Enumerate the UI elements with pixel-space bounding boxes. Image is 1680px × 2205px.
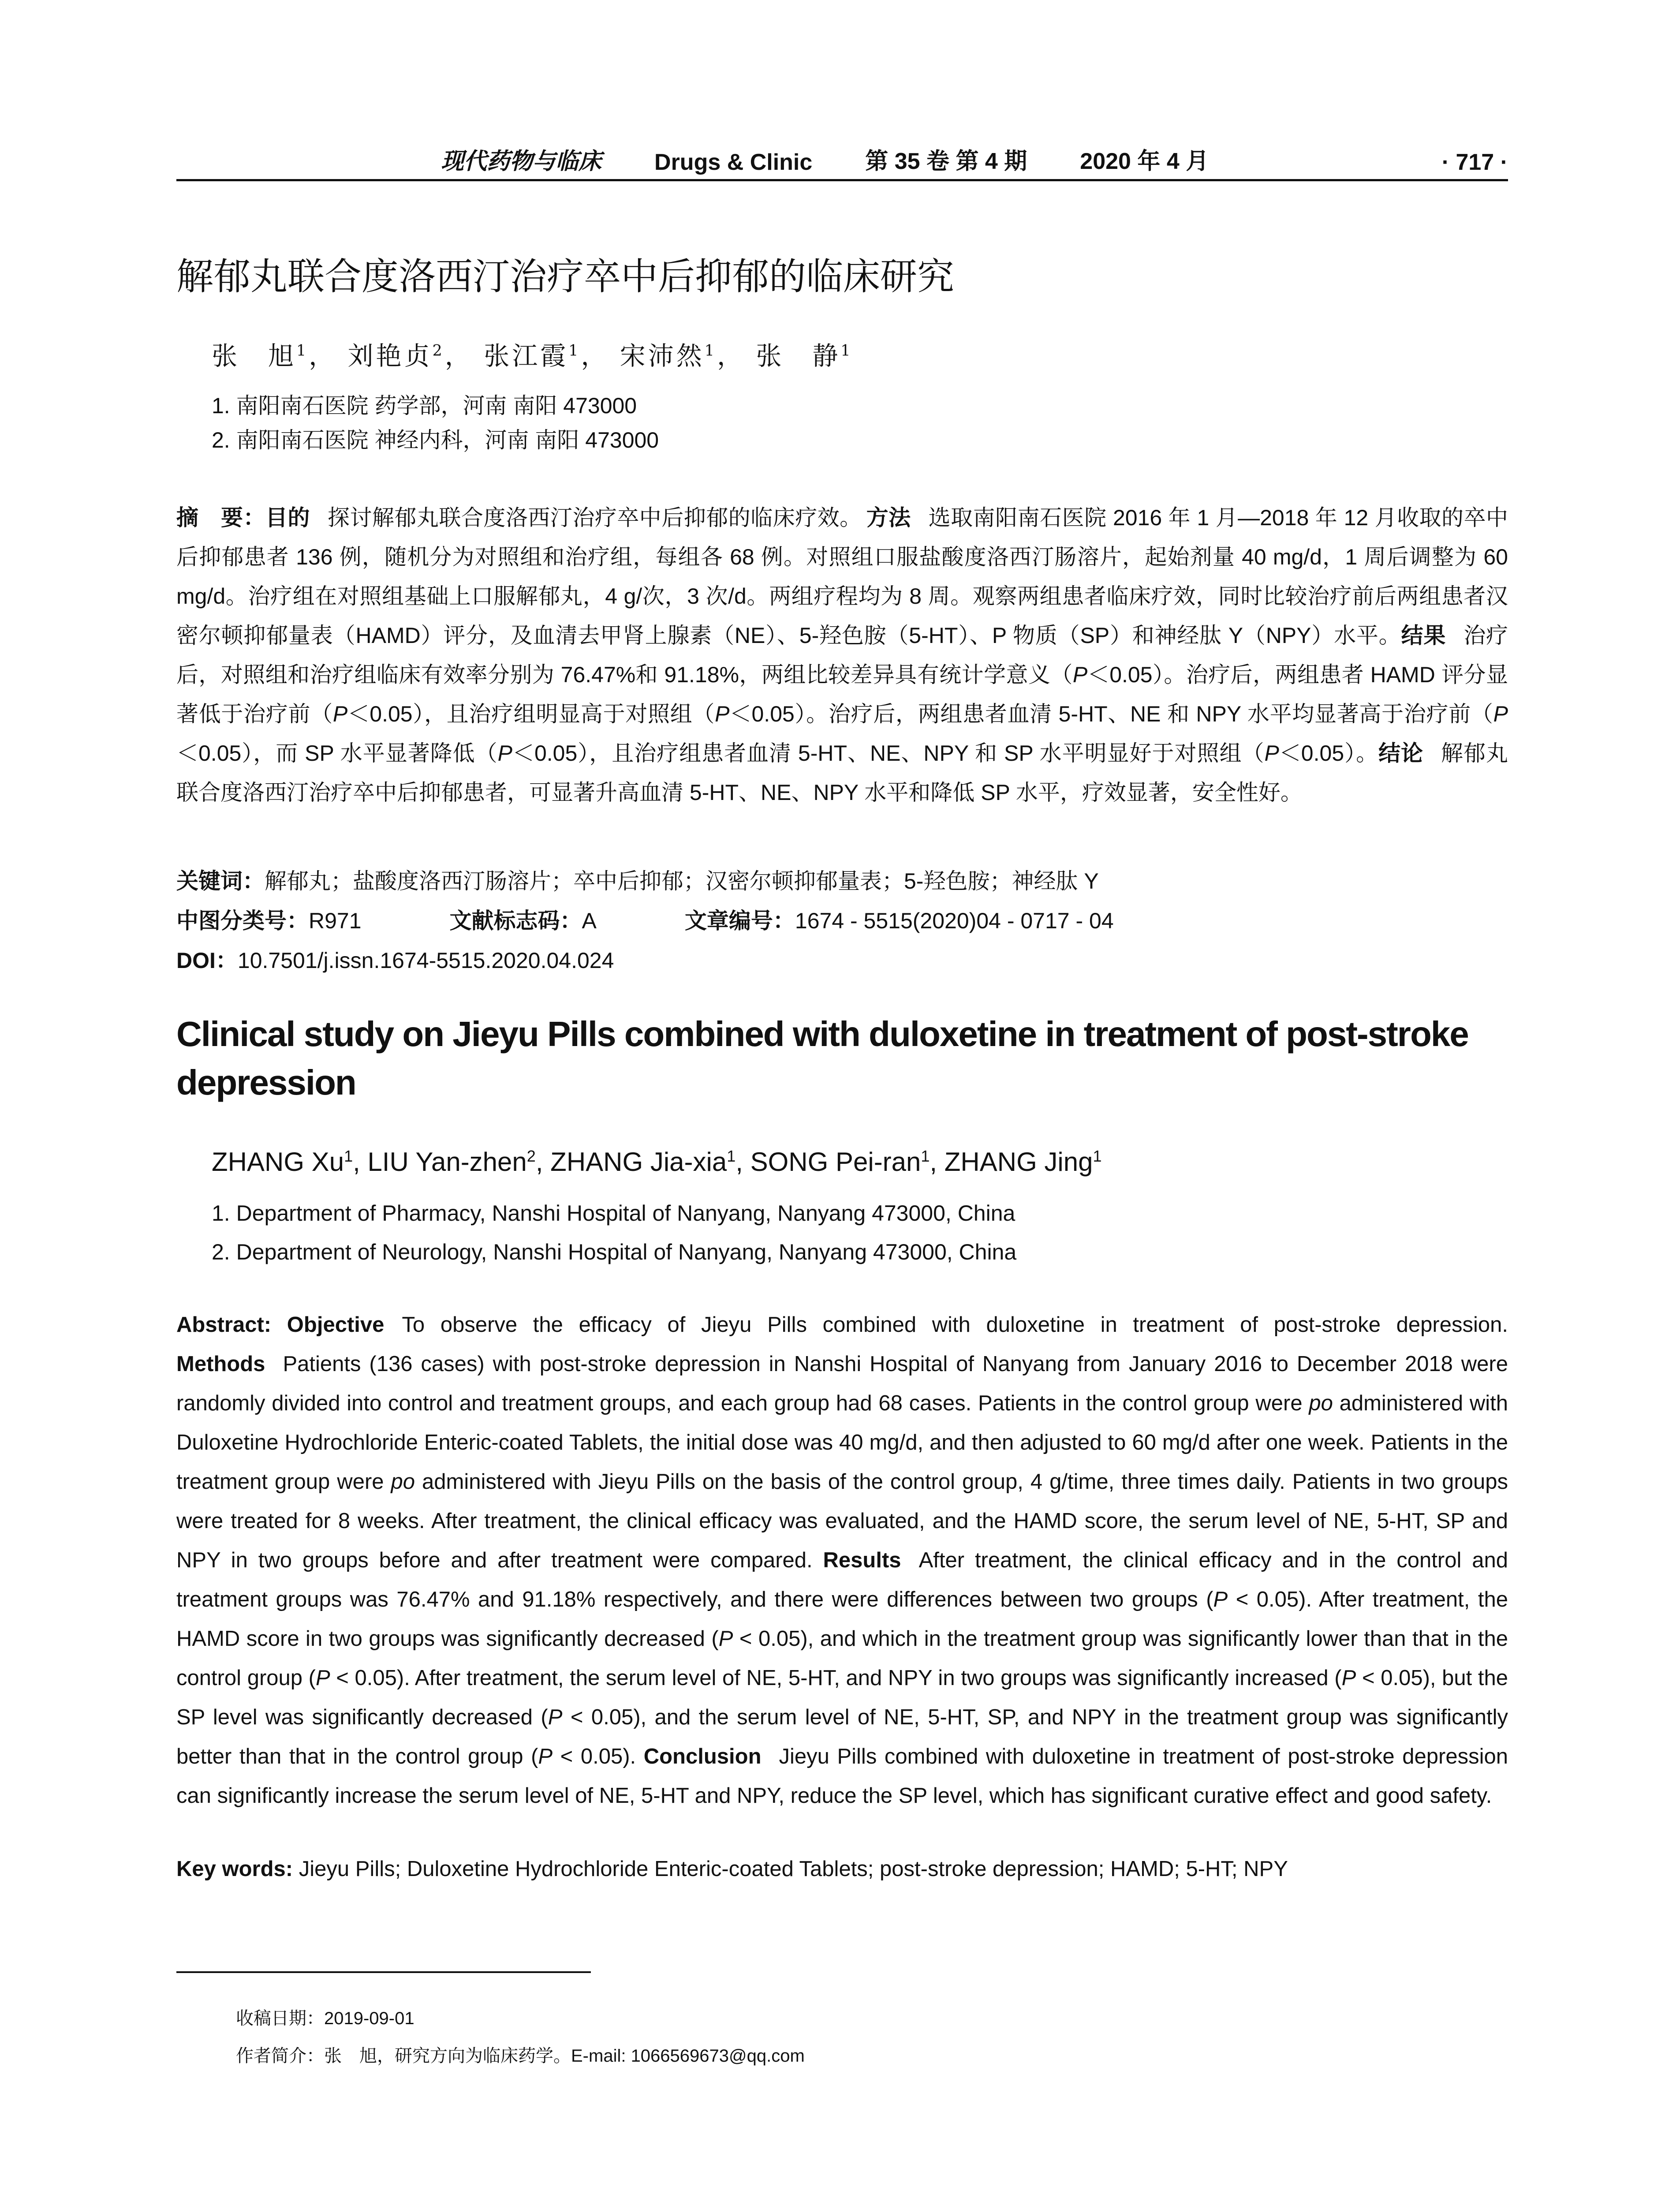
conclusion-en: Jieyu Pills combined with duloxetine in treatment of post-stroke depression can significantly increase the serum level of NE, 5-HT and NPY, reduce the SP level, which has significant curative effect and good safety.: [176, 1745, 1508, 1808]
p-symbol: P: [332, 702, 348, 726]
doi-label: DOI：: [176, 948, 238, 973]
clc-label: 中图分类号：: [176, 908, 309, 933]
results-en-6: < 0.05), and the serum level of NE, 5-HT, SP, and NPY in the treatment group was significantly better than that in the control group (: [176, 1705, 1508, 1768]
po-abbrev: po: [1309, 1391, 1333, 1415]
results-en-3: < 0.05), and which in the treatment group was significantly lower than that in the control group (: [176, 1627, 1508, 1690]
p-symbol: P: [1072, 662, 1088, 687]
author-en: ZHANG Jia-xia: [550, 1147, 727, 1177]
results-en-5: < 0.05), but the SP level was significantly decreased (: [176, 1666, 1508, 1729]
doi-value: 10.7501/j.issn.1674-5515.2020.04.024: [237, 948, 614, 973]
conclusion-label-en: Conclusion: [643, 1745, 762, 1768]
results-cn-6: ＜0.05），且治疗组患者血清 5-HT、NE、NPY 和 SP 水平明显好于对照组（: [512, 741, 1265, 766]
author-sup: 1: [568, 342, 581, 360]
keywords-en-line: [176, 1857, 1288, 1881]
results-label-en: Results: [823, 1548, 901, 1572]
methods-en-3: administered with Jieyu Pills on the basis of the control group, 4 g/time, three times daily. Patients in two groups were treated for 8 weeks. After treatment, the clinical efficacy was evaluated, and the HAMD score, the serum level of NE, 5-HT, SP and NPY in two groups before and after treatment were compared.: [176, 1470, 1508, 1572]
articleno-label: 文章编号：: [684, 908, 795, 933]
author-sup: 1: [840, 342, 853, 360]
results-cn-5: ＜0.05），而 SP 水平显著降低（: [176, 741, 498, 766]
p-symbol: P: [548, 1705, 563, 1729]
author-cn: 宋沛然: [620, 341, 705, 371]
affiliation-cn-1: 1. 南阳南石医院 药学部，河南 南阳 473000: [212, 393, 637, 418]
footnote-received: [236, 2004, 414, 2029]
author-sup: 1: [727, 1147, 736, 1165]
articleno-value: 1674 - 5515(2020)04 - 0717 - 04: [795, 908, 1114, 933]
results-en-1: After treatment, the clinical efficacy and in the control and treatment groups was 76.47% and 91.18% respectively, and there were differences between two groups (: [176, 1548, 1508, 1611]
p-symbol: P: [715, 702, 730, 726]
keywords-en: Jieyu Pills; Duloxetine Hydrochloride Enteric-coated Tablets; post-stroke depression; HAMD; 5-HT; NPY: [299, 1857, 1288, 1881]
footnote-rule: [176, 1971, 591, 1973]
results-cn-2: ＜0.05）。治疗后，两组患者 HAMD 评分显著低于治疗前（: [176, 662, 1508, 726]
results-cn-7: ＜0.05）。: [1279, 741, 1379, 766]
results-cn-3: ＜0.05），且治疗组明显高于对照组（: [347, 702, 715, 726]
objective-cn: 探讨解郁丸联合度洛西汀治疗卒中后抑郁的临床疗效。: [327, 505, 862, 530]
abstract-cn: [176, 498, 1508, 812]
p-symbol: P: [718, 1627, 733, 1651]
volume-issue: 第 35 卷 第 4 期: [865, 149, 1027, 174]
author-sup: 1: [344, 1147, 353, 1165]
methods-cn: 选取南阳南石医院 2016 年 1 月—2018 年 12 月收取的卒中后抑郁患者 136 例，随机分为对照组和治疗组，每组各 68 例。对照组口服盐酸度洛西汀肠溶片，起始剂量 40 mg/d，1 周后调整为 60 mg/d。治疗组在对照组基础上口服解郁丸，4 g/次，3 次/d。两组疗程均为 8 周。观察两组患者临床疗效，同时比较治疗前后两组患者汉密尔顿抑郁量表（HAMD）评分，及血清去甲肾上腺素（NE）、5-羟色胺（5-HT）、P 物质（SP）和神经肽 Y（NPY）水平。: [176, 505, 1508, 648]
received-date: 2019-09-01: [324, 2009, 414, 2028]
author-bio: 张 旭，研究方向为临床药学。E-mail: 1066569673@qq.com: [324, 2046, 805, 2066]
p-symbol: P: [1264, 741, 1279, 766]
author-en: ZHANG Jing: [944, 1147, 1093, 1177]
results-en-4: < 0.05). After treatment, the serum level of NE, 5-HT, and NPY in two groups was significantly increased (: [330, 1666, 1342, 1690]
author-en: LIU Yan-zhen: [367, 1147, 527, 1177]
affiliation-en-2: 2. Department of Neurology, Nanshi Hospital of Nanyang, Nanyang 473000, China: [212, 1240, 1017, 1264]
authors-cn: 张 旭$^1$， 刘艳贞$^2$， 张江霞$^1$， 宋沛然$^1$， 张 静$^1$: [212, 341, 853, 371]
author-sup: 1: [296, 342, 309, 360]
author-cn: 刘艳贞: [347, 341, 433, 371]
page-number: · 717 ·: [1441, 149, 1508, 175]
affiliation-en-1: 1. Department of Pharmacy, Nanshi Hospital of Nanyang, Nanyang 473000, China: [212, 1201, 1015, 1226]
methods-label-cn: 方法: [866, 505, 911, 530]
abstract-en: [176, 1305, 1508, 1816]
methods-en-1: Patients (136 cases) with post-stroke depression in Nanshi Hospital of Nanyang from January 2016 to December 2018 were randomly divided into control and treatment groups, and each group had 68 cases. Patients in the control group were: [176, 1352, 1508, 1415]
objective-label-en: Objective: [287, 1313, 385, 1337]
keywords-label-cn: 关键词：: [176, 869, 265, 893]
received-label: 收稿日期：: [236, 2009, 324, 2028]
author-sup: 1: [1093, 1147, 1102, 1165]
authors-en: ZHANG Xu$^1$, LIU Yan-zhen$^2$, ZHANG Jia-xia$^1$, SONG Pei-ran$^1$, ZHANG Jing$^1$: [212, 1147, 1102, 1177]
author-sup: 2: [432, 342, 445, 360]
keywords-label-en: Key words:: [176, 1857, 293, 1881]
journal-name-cn: 现代药物与临床: [441, 148, 602, 175]
author-en: SONG Pei-ran: [750, 1147, 921, 1177]
keywords-cn: 解郁丸；盐酸度洛西汀肠溶片；卒中后抑郁；汉密尔顿抑郁量表；5-羟色胺；神经肽 Y: [265, 869, 1099, 893]
p-symbol: P: [1341, 1666, 1356, 1690]
abstract-label-en: Abstract:: [176, 1313, 272, 1337]
author-bio-label: 作者简介：: [236, 2046, 324, 2066]
keywords-cn-line: [176, 863, 1099, 895]
methods-en-2: administered with Duloxetine Hydrochloride Enteric-coated Tablets, the initial dose was 40 mg/d, and then adjusted to 60 mg/d after one week. Patients in the treatment group were: [176, 1391, 1508, 1494]
p-symbol: P: [497, 741, 512, 766]
author-cn: 张江霞: [484, 341, 569, 371]
p-symbol: P: [1213, 1588, 1228, 1611]
methods-label-en: Methods: [176, 1352, 265, 1376]
doccode-value: A: [582, 908, 597, 933]
p-symbol: P: [538, 1745, 553, 1768]
title-en: Clinical study on Jieyu Pills combined with duloxetine in treatment of post-stroke depression: [176, 1014, 1468, 1102]
author-en: ZHANG Xu: [212, 1147, 344, 1177]
author-cn: 张 旭: [212, 341, 297, 371]
author-sup: 2: [526, 1147, 536, 1165]
author-sup: 1: [704, 342, 717, 360]
author-sup: 1: [921, 1147, 930, 1165]
p-symbol: P: [315, 1666, 330, 1690]
running-header: [176, 140, 1508, 181]
results-label-cn: 结果: [1401, 623, 1446, 648]
journal-name-en: Drugs & Clinic: [654, 149, 813, 175]
po-abbrev: po: [391, 1470, 415, 1494]
classification-line: [176, 903, 1114, 935]
doi-line: [176, 943, 614, 975]
conclusion-cn: 解郁丸联合度洛西汀治疗卒中后抑郁患者，可显著升高血清 5-HT、NE、NPY 水平和降低 SP 水平，疗效显著，安全性好。: [176, 741, 1508, 805]
author-cn: 张 静: [756, 341, 841, 371]
conclusion-label-cn: 结论: [1378, 741, 1424, 766]
results-cn-4: ＜0.05）。治疗后，两组患者血清 5-HT、NE 和 NPY 水平均显著高于治疗前（: [729, 702, 1493, 726]
objective-label-cn: 目的: [265, 505, 310, 530]
abstract-label-cn: 摘 要：: [176, 505, 265, 530]
footnote-author: [236, 2042, 805, 2067]
results-en-7: < 0.05).: [553, 1745, 636, 1768]
results-en-2: < 0.05). After treatment, the HAMD score in two groups was significantly decreased (: [176, 1588, 1508, 1651]
issue-date: 2020 年 4 月: [1080, 149, 1209, 174]
title-cn: 解郁丸联合度洛西汀治疗卒中后抑郁的临床研究: [176, 255, 955, 298]
doccode-label: 文献标志码：: [449, 908, 582, 933]
p-symbol: P: [1493, 702, 1508, 726]
results-cn-1: 治疗后，对照组和治疗组临床有效率分别为 76.47%和 91.18%，两组比较差异具有统计学意义（: [176, 623, 1508, 687]
objective-en: To observe the efficacy of Jieyu Pills combined with duloxetine in treatment of post-stroke depression.: [402, 1313, 1508, 1337]
affiliation-cn-2: 2. 南阳南石医院 神经内科，河南 南阳 473000: [212, 428, 659, 452]
clc-value: R971: [309, 908, 362, 933]
